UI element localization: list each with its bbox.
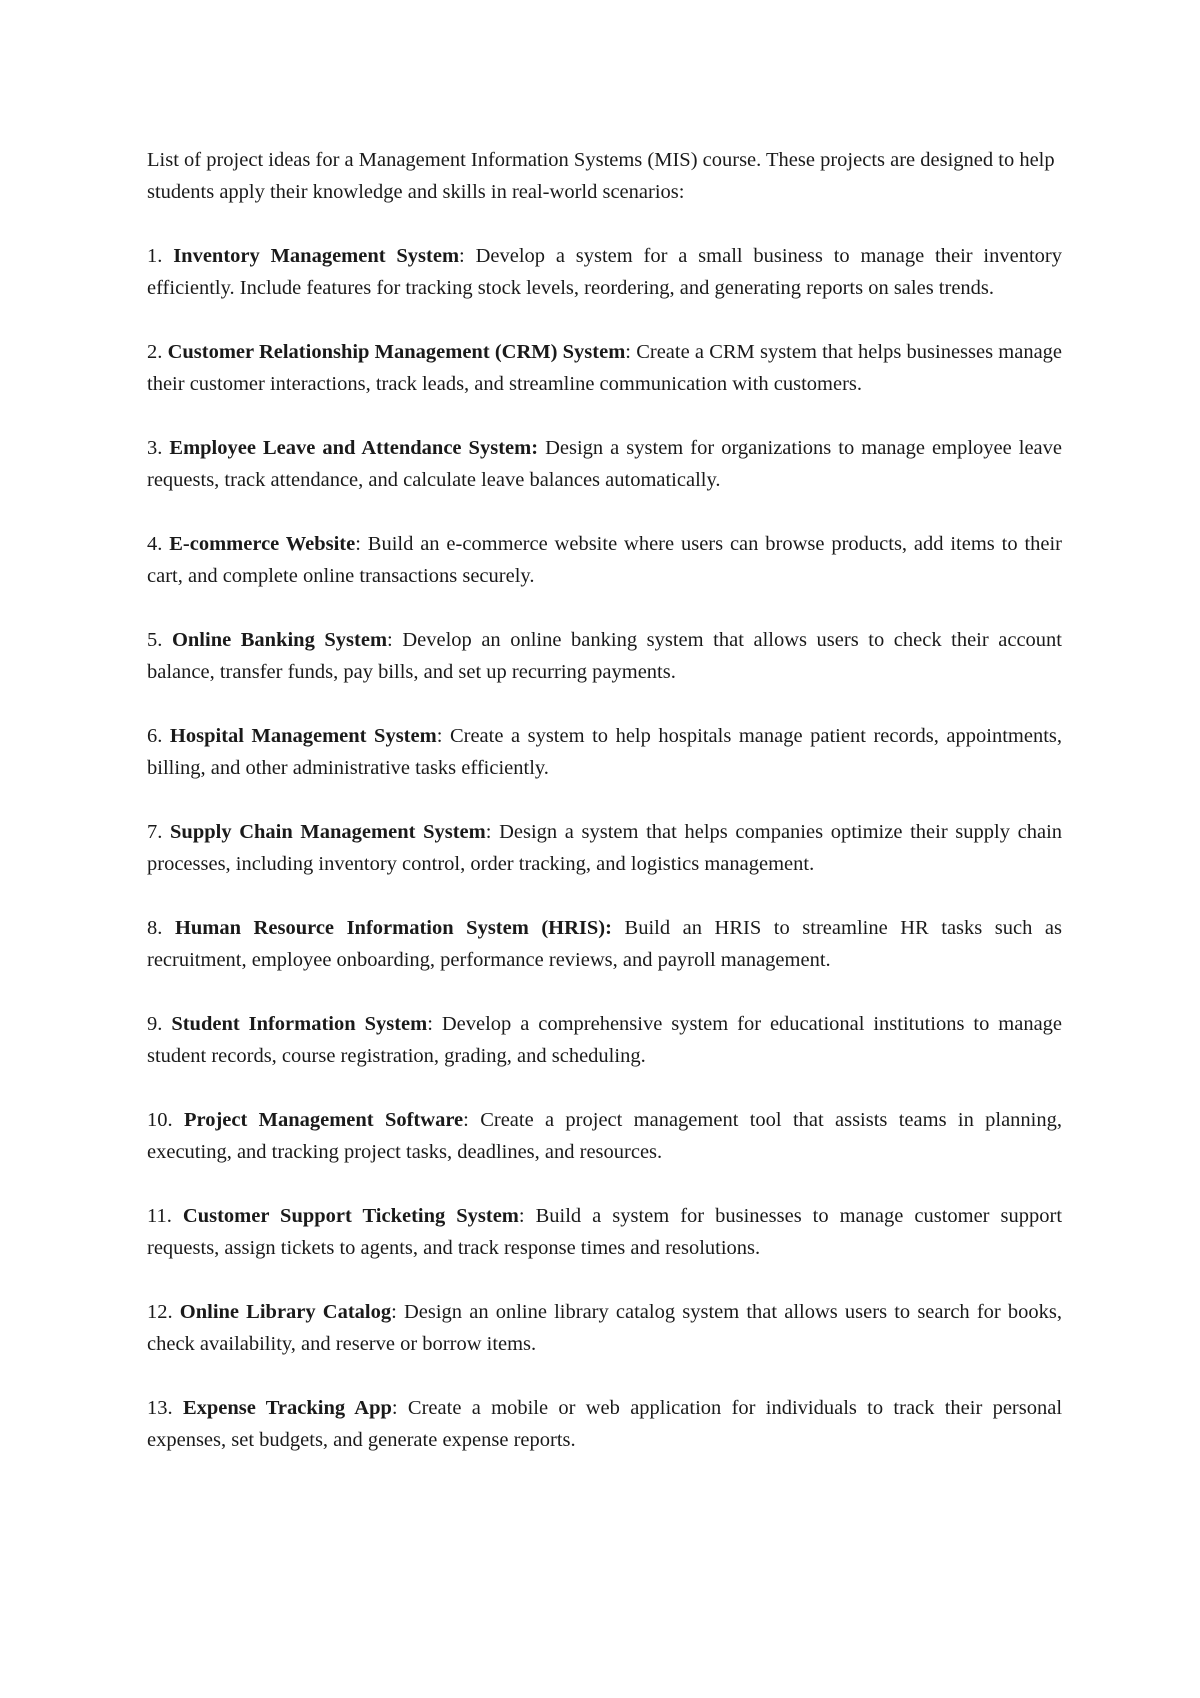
item-number: 8.: [147, 917, 163, 939]
item-number: 12.: [147, 1301, 173, 1323]
list-item: [147, 336, 1062, 400]
item-separator: :: [391, 1397, 398, 1419]
item-title: Customer Relationship Management (CRM) System: [167, 341, 626, 363]
list-item: [147, 1104, 1062, 1168]
item-separator: :: [463, 1109, 469, 1131]
item-description: Create a mobile or web application for individuals to track their personal expenses, set budgets, and generate expense reports.: [147, 1397, 1063, 1451]
item-number: 13.: [147, 1397, 173, 1419]
item-separator: :: [391, 1301, 397, 1323]
item-number: 2.: [147, 341, 163, 363]
list-item: [147, 1296, 1062, 1360]
item-title: Expense Tracking App: [182, 1397, 392, 1419]
item-separator: :: [355, 533, 361, 555]
item-description: Create a CRM system that helps businesses manage their customer interactions, track leads, and streamline communication with customers.: [147, 341, 1063, 395]
intro-paragraph: List of project ideas for a Management Information Systems (MIS) course. These projects are designed to help students apply their knowledge and skills in real-world scenarios:: [147, 149, 1055, 203]
item-number: 5.: [147, 629, 163, 651]
list-item: [147, 432, 1062, 496]
item-number: 4.: [147, 533, 163, 555]
item-title: E-commerce Website: [169, 533, 356, 555]
item-number: 7.: [147, 821, 163, 843]
item-description: Design an online library catalog system that allows users to search for books, check availability, and reserve or borrow items.: [147, 1301, 1062, 1355]
item-title: Inventory Management System: [173, 245, 460, 267]
item-title: Human Resource Information System (HRIS):: [174, 917, 612, 939]
item-separator: :: [427, 1013, 433, 1035]
item-separator: :: [518, 1205, 525, 1227]
item-description: Develop a system for a small business to manage their inventory efficiently. Include features for tracking stock levels, reordering, and generating reports on sales trends.: [147, 245, 1062, 299]
item-description: Build a system for businesses to manage customer support requests, assign tickets to agents, and track response times and resolutions.: [147, 1205, 1063, 1259]
item-separator: :: [459, 245, 465, 267]
item-number: 11.: [147, 1205, 172, 1227]
item-title: Student Information System: [171, 1013, 428, 1035]
item-description: Develop an online banking system that allows users to check their account balance, transfer funds, pay bills, and set up recurring payments.: [147, 629, 1063, 683]
list-item: [147, 624, 1062, 688]
item-separator: :: [485, 821, 492, 843]
list-item: [147, 240, 1062, 304]
list-item: [147, 528, 1062, 592]
item-title: Online Library Catalog: [179, 1301, 392, 1323]
item-number: 6.: [147, 725, 163, 747]
list-item: [147, 720, 1062, 784]
item-number: 10.: [147, 1109, 173, 1131]
item-title: Online Banking System: [171, 629, 388, 651]
item-separator: :: [625, 341, 631, 363]
item-number: 3.: [147, 437, 163, 459]
item-separator: :: [436, 725, 443, 747]
item-number: 1.: [147, 245, 163, 267]
item-description: Create a project management tool that assists teams in planning, executing, and tracking project tasks, deadlines, and resources.: [147, 1109, 1063, 1163]
item-title: Employee Leave and Attendance System:: [169, 437, 539, 459]
item-separator: :: [387, 629, 393, 651]
item-title: Hospital Management System: [169, 725, 437, 747]
list-item: [147, 1008, 1062, 1072]
list-item: [147, 912, 1062, 976]
item-description: Build an e-commerce website where users can browse products, add items to their cart, and complete online transactions securely.: [147, 533, 1063, 587]
list-item: [147, 816, 1062, 880]
item-description: Build an HRIS to streamline HR tasks such as recruitment, employee onboarding, performance reviews, and payroll management.: [147, 917, 1063, 971]
item-description: Design a system that helps companies optimize their supply chain processes, including inventory control, order tracking, and logistics management.: [147, 821, 1063, 875]
list-item: [147, 1200, 1062, 1264]
list-item: [147, 1392, 1062, 1456]
item-description: Develop a comprehensive system for educational institutions to manage student records, course registration, grading, and scheduling.: [147, 1013, 1063, 1067]
item-description: Create a system to help hospitals manage patient records, appointments, billing, and other administrative tasks efficiently.: [147, 725, 1063, 779]
item-title: Supply Chain Management System: [170, 821, 486, 843]
item-title: Customer Support Ticketing System: [182, 1205, 519, 1227]
item-title: Project Management Software: [183, 1109, 464, 1131]
document-body: [147, 144, 1062, 1488]
item-description: Design a system for organizations to manage employee leave requests, track attendance, and calculate leave balances automatically.: [147, 437, 1062, 491]
item-number: 9.: [147, 1013, 163, 1035]
